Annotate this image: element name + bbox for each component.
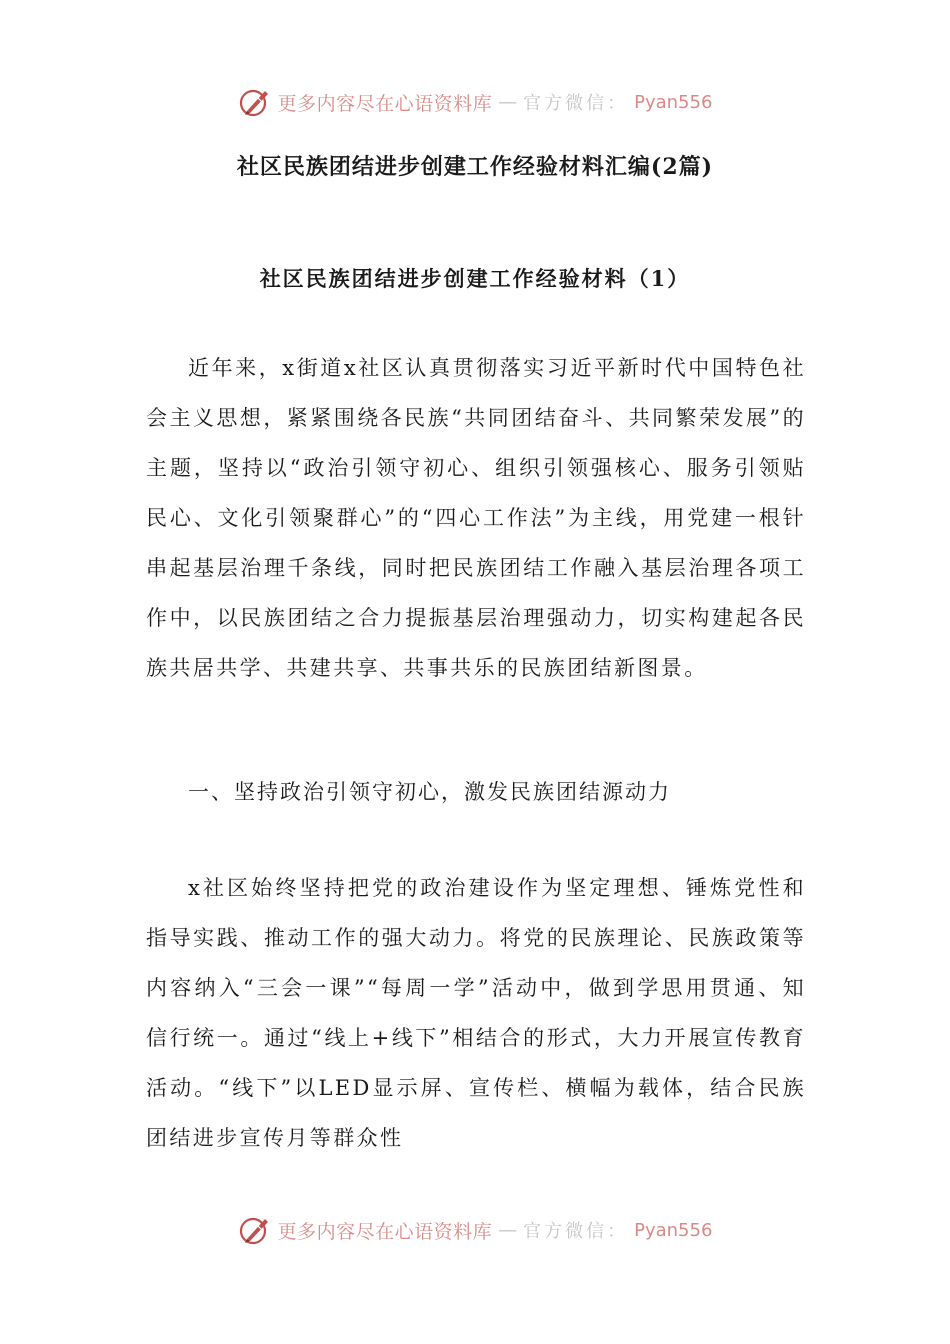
header-banner <box>0 80 950 124</box>
banner-dash: — <box>498 1219 518 1241</box>
banner-dash: — <box>498 91 518 113</box>
quill-logo-icon <box>238 85 272 119</box>
wechat-id: Pyan556 <box>634 91 713 113</box>
footer-banner <box>0 1208 950 1252</box>
promo-text: 更多内容尽在心语资料库 <box>277 1220 493 1243</box>
wechat-id: Pyan556 <box>634 1219 713 1241</box>
body-paragraph-2: x社区始终坚持把党的政治建设作为坚定理想、锤炼党性和指导实践、推动工作的强大动力。将党的民族理论、民族政策等内容纳入“三会一课”“每周一学”活动中，做到学思用贯通、知信行统一。通过“线上+线下”相结合的形式，大力开展宣传教育活动。“线下”以LED显示屏、宣传栏、横幅为载体，结合民族团结进步宣传月等群众性 <box>146 876 806 1150</box>
document-title: 社区民族团结进步创建工作经验材料汇编(2篇) <box>236 154 714 180</box>
body-paragraph-1: 近年来，x街道x社区认真贯彻落实习近平新时代中国特色社会主义思想，紧紧围绕各民族“共同团结奋斗、共同繁荣发展”的主题，坚持以“政治引领守初心、组织引领强核心、服务引领贴民心、文化引领聚群心”的“四心工作法”为主线，用党建一根针串起基层治理千条线，同时把民族团结工作融入基层治理各项工作中，以民族团结之合力提振基层治理强动力，切实构建起各民族共居共学、共建共享、共事共乐的民族团结新图景。 <box>146 356 806 680</box>
wechat-label: 官方微信： <box>523 93 629 114</box>
document-subtitle: 社区民族团结进步创建工作经验材料（1） <box>259 266 691 291</box>
promo-text: 更多内容尽在心语资料库 <box>277 92 493 115</box>
wechat-label: 官方微信： <box>523 1221 629 1242</box>
quill-logo-icon <box>238 1213 272 1247</box>
section-heading-1: 一、坚持政治引领守初心，激发民族团结源动力 <box>188 780 671 804</box>
